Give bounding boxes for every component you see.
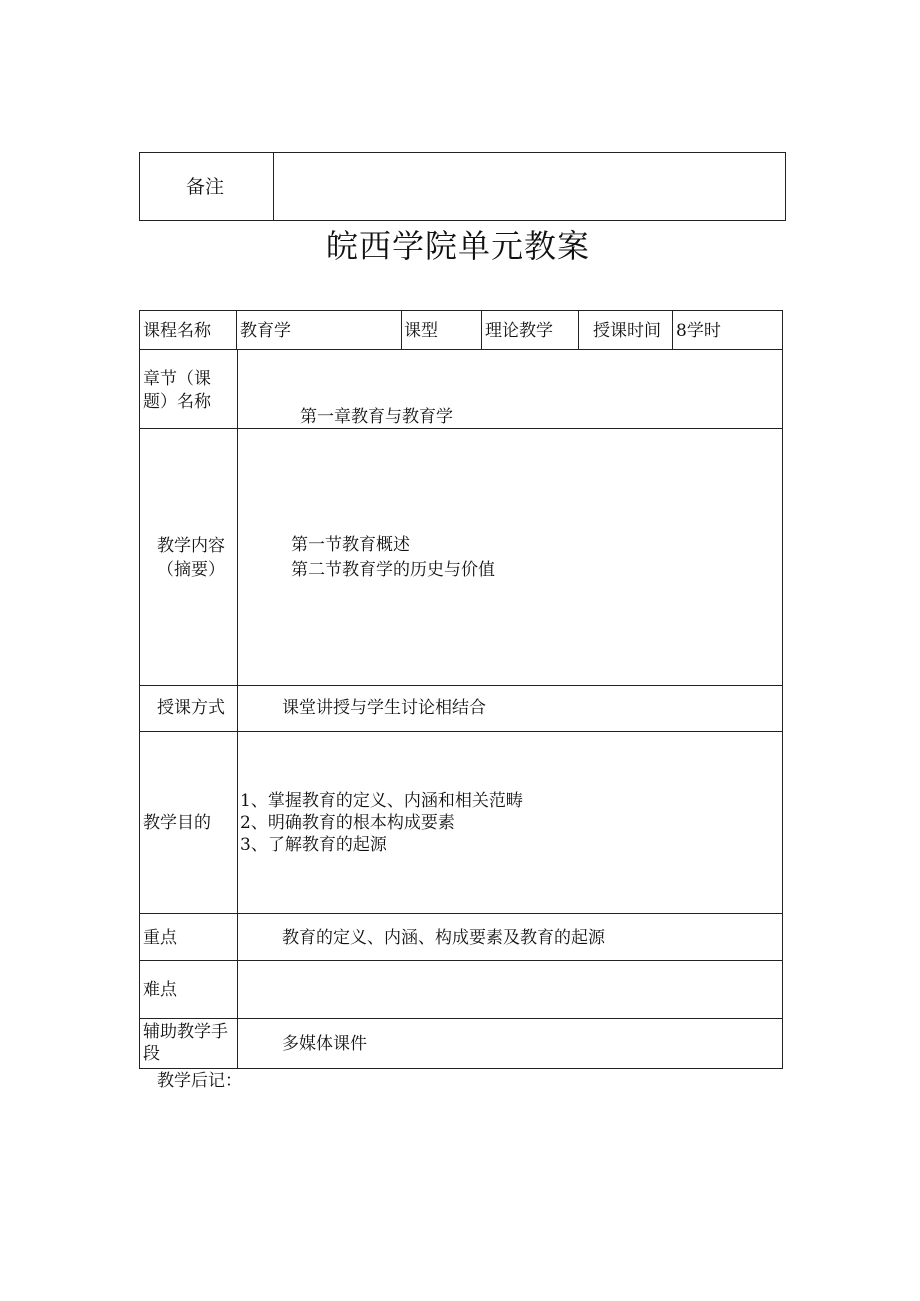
content-label-line2: （摘要） [157, 560, 225, 580]
table-border [139, 220, 786, 221]
difficulties-label: 难点 [143, 980, 177, 1000]
method-label: 授课方式 [157, 698, 225, 718]
table-border [139, 913, 783, 914]
goal-item: 1、掌握教育的定义、内涵和相关范畴 [240, 791, 523, 811]
postscript-label: 教学后记： [157, 1071, 242, 1091]
table-border [139, 428, 783, 429]
method-value: 课堂讲授与学生讨论相结合 [282, 698, 486, 718]
course-name-value: 教育学 [240, 321, 291, 341]
key-points-value: 教育的定义、内涵、构成要素及教育的起源 [282, 928, 605, 948]
table-border [139, 1018, 783, 1019]
table-border [578, 310, 579, 349]
table-border [139, 1068, 783, 1069]
table-border [273, 152, 274, 221]
table-border [481, 310, 482, 349]
content-item: 第二节教育学的历史与价值 [291, 560, 495, 580]
chapter-value: 第一章教育与教育学 [300, 407, 453, 427]
goal-item: 2、明确教育的根本构成要素 [240, 813, 455, 833]
content-item: 第一节教育概述 [291, 535, 410, 555]
key-points-label: 重点 [143, 928, 177, 948]
hours-value: 8学时 [676, 321, 721, 341]
course-type-label: 课型 [404, 321, 438, 341]
goal-label: 教学目的 [143, 813, 211, 833]
content-label-line1: 教学内容 [157, 536, 225, 556]
remarks-label: 备注 [186, 176, 225, 198]
table-border [785, 152, 786, 221]
chapter-label-line1: 章节（课 [143, 369, 211, 389]
table-border [139, 960, 783, 961]
page-title: 皖西学院单元教案 [326, 227, 591, 265]
table-border [139, 685, 783, 686]
table-border [139, 152, 786, 153]
table-border [236, 310, 237, 349]
table-border [139, 731, 783, 732]
table-border [139, 310, 140, 1069]
hours-label: 授课时间 [593, 321, 661, 341]
course-type-value: 理论教学 [485, 321, 553, 341]
aids-label-line2: 段 [143, 1044, 160, 1064]
goal-item: 3、了解教育的起源 [240, 835, 387, 855]
course-name-label: 课程名称 [143, 321, 211, 341]
table-border [401, 310, 402, 349]
table-border [672, 310, 673, 349]
aids-value: 多媒体课件 [282, 1034, 367, 1054]
table-border [782, 310, 783, 1069]
aids-label-line1: 辅助教学手 [143, 1022, 228, 1042]
table-border [139, 349, 783, 350]
table-border [237, 349, 238, 1069]
chapter-label-line2: 题）名称 [143, 392, 211, 412]
table-border [139, 152, 140, 221]
